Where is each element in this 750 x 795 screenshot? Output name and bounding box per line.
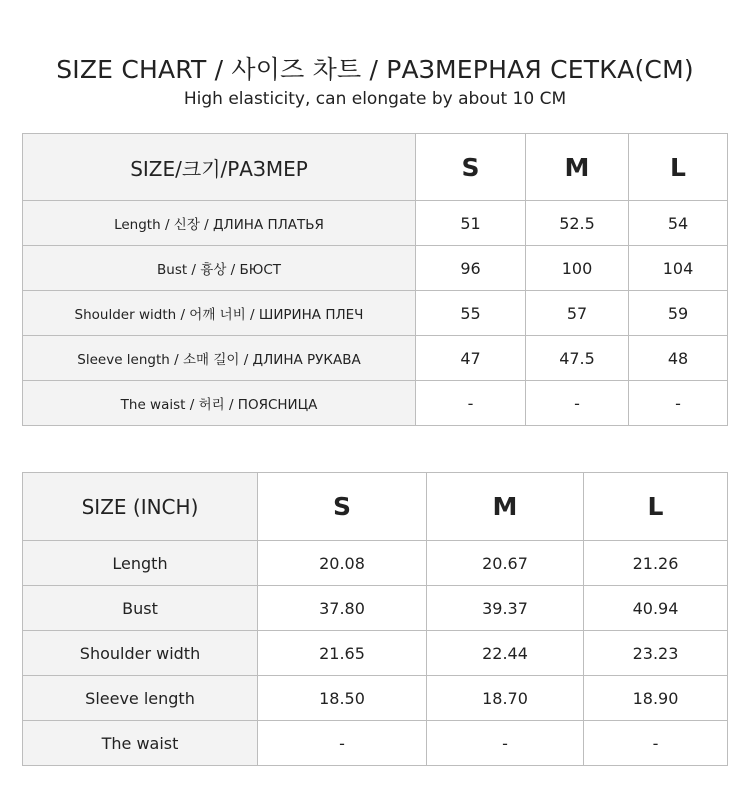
inch-header-row [23, 473, 728, 541]
cell-value: 51 [416, 201, 526, 246]
table-row [23, 721, 728, 766]
table-row [23, 201, 728, 246]
inch-header-m: M [427, 473, 584, 541]
row-label: Sleeve length / 소매 길이 / ДЛИНА РУКАВА [23, 336, 416, 381]
cell-value: 59 [629, 291, 728, 336]
cell-value: 96 [416, 246, 526, 291]
row-label: Shoulder width [23, 631, 258, 676]
table-row [23, 541, 728, 586]
row-label: Bust [23, 586, 258, 631]
cell-value: - [416, 381, 526, 426]
row-label: Bust / 흉상 / БЮСТ [23, 246, 416, 291]
cm-header-l: L [629, 134, 728, 201]
cm-header-s: S [416, 134, 526, 201]
cell-value: 48 [629, 336, 728, 381]
inch-header-l: L [584, 473, 728, 541]
cell-value: 47 [416, 336, 526, 381]
cm-header-m: M [526, 134, 629, 201]
cell-value: 23.23 [584, 631, 728, 676]
cell-value: - [526, 381, 629, 426]
cell-value: 20.67 [427, 541, 584, 586]
cell-value: 40.94 [584, 586, 728, 631]
cell-value: 104 [629, 246, 728, 291]
size-chart-cm-table [22, 133, 728, 426]
cell-value: 18.90 [584, 676, 728, 721]
cm-header-size-label: SIZE/크기/РАЗМЕР [23, 134, 416, 201]
table-row [23, 246, 728, 291]
page-title: SIZE CHART / 사이즈 차트 / РАЗМЕРНАЯ СЕТКА(CM) [56, 55, 694, 84]
row-label: Sleeve length [23, 676, 258, 721]
cell-value: 37.80 [258, 586, 427, 631]
cell-value: 22.44 [427, 631, 584, 676]
cell-value: 54 [629, 201, 728, 246]
row-label: The waist / 허리 / ПОЯСНИЦА [23, 381, 416, 426]
row-label: The waist [23, 721, 258, 766]
row-label: Length / 신장 / ДЛИНА ПЛАТЬЯ [23, 201, 416, 246]
cell-value: 21.26 [584, 541, 728, 586]
cell-value: - [584, 721, 728, 766]
row-label: Shoulder width / 어깨 너비 / ШИРИНА ПЛЕЧ [23, 291, 416, 336]
cell-value: - [258, 721, 427, 766]
cell-value: 55 [416, 291, 526, 336]
cell-value: 52.5 [526, 201, 629, 246]
table-row [23, 291, 728, 336]
cell-value: 18.70 [427, 676, 584, 721]
cell-value: 20.08 [258, 541, 427, 586]
cell-value: 18.50 [258, 676, 427, 721]
row-label: Length [23, 541, 258, 586]
size-chart-inch-table [22, 472, 728, 766]
inch-header-s: S [258, 473, 427, 541]
table-row [23, 676, 728, 721]
table-row [23, 586, 728, 631]
cell-value: 100 [526, 246, 629, 291]
inch-header-size-label: SIZE (INCH) [23, 473, 258, 541]
table-row [23, 336, 728, 381]
cell-value: - [629, 381, 728, 426]
table-row [23, 381, 728, 426]
cell-value: 39.37 [427, 586, 584, 631]
table-row [23, 631, 728, 676]
cell-value: 57 [526, 291, 629, 336]
cell-value: - [427, 721, 584, 766]
cm-header-row [23, 134, 728, 201]
cell-value: 21.65 [258, 631, 427, 676]
cell-value: 47.5 [526, 336, 629, 381]
page-subtitle: High elasticity, can elongate by about 10 CM [183, 89, 567, 109]
